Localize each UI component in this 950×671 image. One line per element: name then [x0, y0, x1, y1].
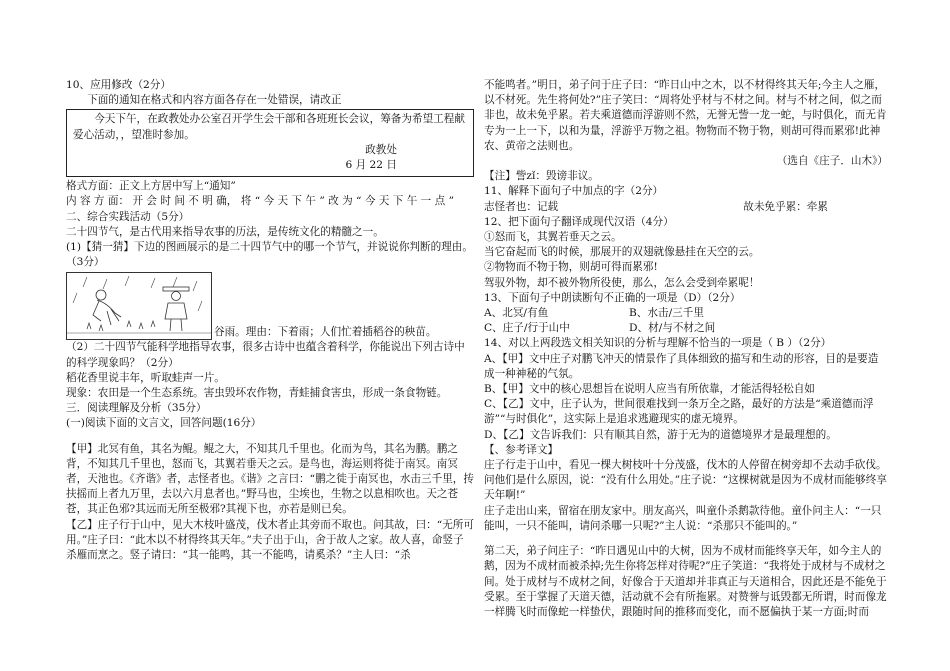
q1-answer: 谷雨。理由：下着雨；人们忙着插稻谷的秧苗。 [214, 326, 437, 339]
q13-option-d: D、材/与不材之间 [629, 322, 716, 335]
q13-row-2 [484, 321, 888, 336]
passage-yi: 【乙】庄子行于山中，见大木枝叶盛茂，伐木者止其旁而不取也。问其故，曰：“无所可用。”庄子曰：“此木以不材得终其天年。”夫子出于山，舍于故人之家。故人喜，命竖子杀雁而烹之。竖子请曰：“其一能鸣，其一不能鸣，请奚杀？”主人曰：“杀 [66, 518, 474, 562]
q2-text: （2）二十四节气能科学地指导农事，很多古诗中也蕴含着科学，你能说出下列古诗中的科学现象吗？（2分） [66, 341, 465, 369]
reference-paragraph-1: 庄子行走于山中，看见一棵大树枝叶十分茂盛，伐木的人停留在树旁却不去动手砍伐。问他们是什么原因，说：“没有什么用处。”庄子说：“这棵树就是因为不成材而能够终享天年啊!” [484, 459, 887, 502]
q14-option-b: B、【甲】文中的核心思想旨在说明人应当有所依靠，才能活得轻松自如 [484, 383, 815, 396]
illustration-row [66, 270, 474, 340]
q12-title: 12、把下面句子翻译成现代汉语（4分） [484, 215, 674, 228]
notice-dept: 政教处 [365, 143, 397, 156]
q14-option-d: D、【乙】文告诉我们：只有顺其自然，游于无为的道德境界才是最理想的。 [484, 428, 837, 441]
q11-a-label: 志怪者也： [484, 200, 537, 213]
answer-format: 格式方面：正文上方居中写上“通知” [66, 180, 236, 193]
q12-sentence-2: ②物物而不物于物，则胡可得而累邪! [484, 261, 658, 274]
q11-a-answer: 记载 [536, 200, 559, 213]
q2-poem: 稻花香里说丰年，听取蛙声一片。 [66, 371, 225, 384]
answer-content: 内 容 方 面： 开 会 时 间 不 明 确， 将 “ 今 天 下 午 ” 改 为 “ 今 天 下 午 一 点 ” [66, 195, 455, 208]
reference-paragraph-3: 第二天，弟子问庄子：“昨日遇见山中的大树，因为不成材而能终享天年，如今主人的鹅，因为不成材而被杀掉;先生你将怎样对待呢?”庄子笑道：“我将处于成材与不成材之间。处于成材与不成材之间，好像合于天道却并非真正与天道相合，因此还是不能免于受累。至于掌握了天道天德，活动就不会有所拖累。对赞誉与诋毁都无所谓，时而像龙一样腾飞时而像蛇一样蛰伏，跟随时间的推移而变化，而不愿偏执于某一方面;时而 [484, 545, 887, 618]
q11-title: 11、解释下面句子中加点的字（2分） [484, 185, 664, 198]
q11-item-a [484, 200, 558, 215]
q12-answer-2: 驾驭外物，却不被外物所役使，那么，怎么会受到牵累呢！ [484, 276, 760, 289]
q11-b-answer: ：牵累 [796, 200, 828, 213]
annotation-note: 【注】訾zǐ：毁谤非议。 [484, 170, 599, 183]
q2-answer: 现象：农田是一个生态系统。害虫毁坏农作物，青蛙捕食害虫，形成一条食物链。 [66, 387, 448, 400]
q11-row [484, 200, 888, 215]
passage-source: （选自《庄子．山木》） [776, 155, 888, 168]
q10-title: 10、应用修改（2分） [66, 79, 171, 91]
q11-b-word: 累 [785, 200, 797, 213]
notice-box [66, 109, 474, 177]
right-column [484, 78, 888, 620]
notice-body: 今天下午，在政教处办公室召开学生会干部和各班班长会议，筹备为希望工程献爱心活动，，望准时参加。 [73, 113, 465, 141]
q13-row-1 [484, 306, 888, 321]
reference-title: 【、参考译文】 [484, 443, 559, 456]
passage-yi-continued: 不能鸣者。”明日，弟子问于庄子曰：“昨日山中之木，以不材得终其天年;今主人之雁，以不材死。先生将何处?”庄子笑曰：“周将处乎材与不材之间。材与不材之间，似之而非也，故未免乎累。若夫乘道德而浮游则不然，无誉无訾一龙一蛇，与时俱化，而无肯专为一上一下，以和为量，浮游乎万物之祖。物物而不物于物，则胡可得而累邪!此神农、黄帝之法则也。 [484, 79, 887, 152]
q11-item-b [743, 200, 828, 215]
q13-option-a: A、北冥/有鱼 [484, 307, 549, 320]
q14-option-c: C、【乙】文中，庄子认为，世间很难找到一条万全之路，最好的方法是“乘道德而浮游”“与时俱化”，这实际上是追求逃避现实的虚无境界。 [484, 398, 874, 426]
q10-prompt: 下面的通知在格式和内容方面各存在一处错误，请改正 [87, 94, 342, 107]
notice-date: 6 月 22 日 [345, 159, 397, 172]
rain-planting-illustration [66, 272, 212, 340]
passage-jia: 【甲】北冥有鱼，其名为鲲。鲲之大，不知其几千里也。化而为鸟，其名为鹏。鹏之背，不知其几千里也，怒而飞，其翼若垂天之云。是鸟也，海运则将徙于南冥。南冥者，天池也。《齐谐》者，志怪者也。《谐》之言曰：“鹏之徙于南冥也，水击三千里，抟扶摇而上者九万里，去以六月息者也。”野马也，尘埃也，生物之以息相吹也。天之苍苍，其正色邪?其远而无所至极邪?其视下也，亦若是则已矣。 [66, 442, 474, 516]
section2-intro: 二十四节气，是古代用来指导农事的历法，是传统文化的精髓之一。 [66, 225, 384, 238]
q13-option-b: B、水击/三千里 [629, 307, 704, 320]
q12-answer-1: 当它奋起而飞的时候，那展开的双翅就像悬挂在天空的云。 [484, 246, 760, 259]
q14-title: 14、对以上两段选文相关知识的分析与理解不恰当的一项是（ B ）（2分） [484, 337, 832, 350]
section3-title: 三．阅读理解及分析（35分） [66, 402, 207, 415]
left-column [66, 78, 474, 563]
q12-sentence-1: ①怒而飞，其翼若垂天之云。 [484, 231, 622, 244]
section2-title: 二、综合实践活动（5分） [66, 210, 190, 223]
q13-title: 13、下面句子中朗读断句不正确的一项是（D）（2分） [484, 291, 741, 304]
q11-b-label: 故未免乎 [743, 200, 786, 213]
reference-paragraph-2: 庄子走出山来，留宿在朋友家中。朋友高兴，叫童仆杀鹅款待他。童仆问主人：“一只能叫，一只不能叫，请问杀哪一只呢?”主人说：“杀那只不能叫的。” [484, 504, 882, 532]
q13-option-c: C、庄子/行于山中 [484, 322, 570, 335]
q14-option-a: A、【甲】文中庄子对鹏飞冲天的情景作了具体细致的描写和生动的形容，目的是要造成一种神秘的气氛。 [484, 352, 879, 380]
section3-subtitle: (一)阅读下面的文言文，回答问题(16分） [66, 417, 262, 430]
q1-text: (1)【猜一猜】下边的图画展示的是二十四节气中的哪一个节气，并说说你判断的理由。（3分） [66, 241, 473, 269]
